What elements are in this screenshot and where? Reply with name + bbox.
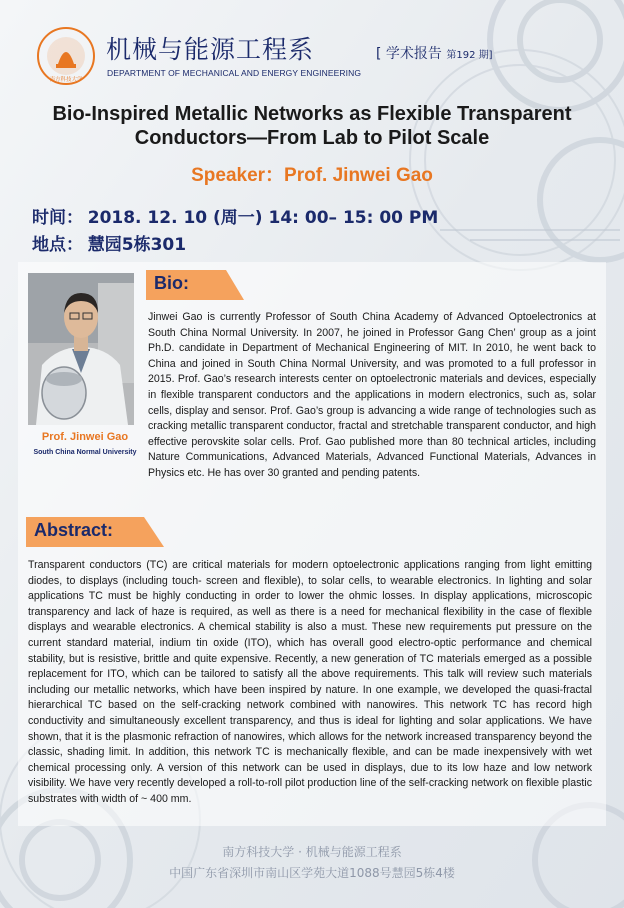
- series-label: [376, 43, 493, 63]
- abstract-heading: Abstract:: [34, 520, 114, 540]
- bio-paragraph: [30, 310, 596, 482]
- abstract-heading-tag: [26, 517, 166, 547]
- place-row: [32, 230, 186, 255]
- place-value: 慧园5栋301: [87, 235, 187, 255]
- department-name-cn: 机械与能源工程系: [106, 35, 315, 64]
- photo-caption-affiliation: South China Normal University: [33, 449, 137, 456]
- time-value: 2018. 12. 10 (周一) 14: 00– 15: 00 PM: [87, 208, 439, 228]
- title-line-1: Bio-Inspired Metallic Networks as Flexible Transparent: [52, 103, 572, 125]
- footer-address: 中国广东省深圳市南山区学苑大道1088号慧园5栋4楼: [169, 866, 455, 880]
- logo-text: 南方科技大学: [49, 77, 83, 83]
- series-name: [ 学术报告: [376, 46, 442, 62]
- speaker-line: Speaker：Prof. Jinwei Gao: [191, 165, 433, 186]
- footer-institution: 南方科技大学 · 机械与能源工程系: [222, 845, 402, 859]
- title-line-2: Conductors—From Lab to Pilot Scale: [134, 127, 490, 149]
- photo-caption-name: Prof. Jinwei Gao: [41, 431, 129, 443]
- series-issue: 第192 期]: [446, 50, 493, 61]
- bio-heading: Bio:: [154, 273, 189, 293]
- bio-heading-tag: [146, 270, 246, 300]
- time-row: [32, 203, 438, 228]
- photo-spacer: [30, 310, 148, 466]
- university-logo: [36, 26, 96, 86]
- talk-title: [20, 102, 604, 150]
- bio-text: Jinwei Gao is currently Professor of South China Academy of Advanced Optoelectronics at South China Normal University. In 2007, he joined in Professor Gang Chen’ group as a joint Ph.D. candidate in Department of Mechanical Engineering of MIT. In 2010, he went back to China and joined in South China Normal University, and was promoted to a full professor in 2015. Prof. Gao’s research interests center on optoelectronic materials and devices, especially in flexible transparent conductors and the applications in modern electronics, such as, solar cells, display and sensor. Prof. Gao’s group is advancing a wide range of technologies such as cracking metallic transparent conductor, fractal and stretchable transparent conductor, and high effective perovskite solar cells. Prof. Gao published more than 80 technical articles, including Nature Communications, Advanced Materials, Advanced Functional Materials, Advances in Physics etc. He has over 30 granted and pending patents.: [148, 311, 596, 479]
- department-name-en: DEPARTMENT OF MECHANICAL AND ENERGY ENGINEERING: [107, 68, 362, 78]
- abstract-paragraph: Transparent conductors (TC) are critical materials for modern optoelectronic applications ranging from light emitting diodes, to displays (including touch- screen and flexible), to solar cells, to wearable electronics. In lighting and solar applications TC must be highly conducting in order to lower the ohmic losses. In display applications, microscopic transparency and lack of haze is required, as well as there is a need for mechanical flexibility in the case of flexible displays and wearable electronics. A chemical stability is also a must. These new requirements put pressure on the current standard material, indium tin oxide (ITO), which has overall good electro-optic performance and chemical stability, but is resistive, brittle and quite expensive. Recently, a new generation of TC materials emerged as a possible replacement for ITO, which can be tailored to satisfy all the above requirements. This talk will review such materials including our metallic networks, which have been inspired by nature. In one example, we developed the quasi-fractal hierarchical TC based on the self-cracking network combined with nanowires. This network TC has record high conductivity and simultaneously excellent transparency, and thus is ideal for lighting and solar applications. We have shown, that it is the plasmonic refraction of nanowires, which allows for the network increased transparency beyond the classic, shading limit. In addition, this network TC is mechanically flexible, and can be made inexpensively with wet chemical processing only. A version of this network can be used in displays, due to its low haze and low network visibility. We have very recently developed a roll-to-roll pilot production line of the self-cracking network on flexible plastic substrates with width of ~ 400 mm.: [28, 559, 592, 805]
- time-label: 时间：: [32, 208, 83, 228]
- place-label: 地点：: [32, 235, 83, 255]
